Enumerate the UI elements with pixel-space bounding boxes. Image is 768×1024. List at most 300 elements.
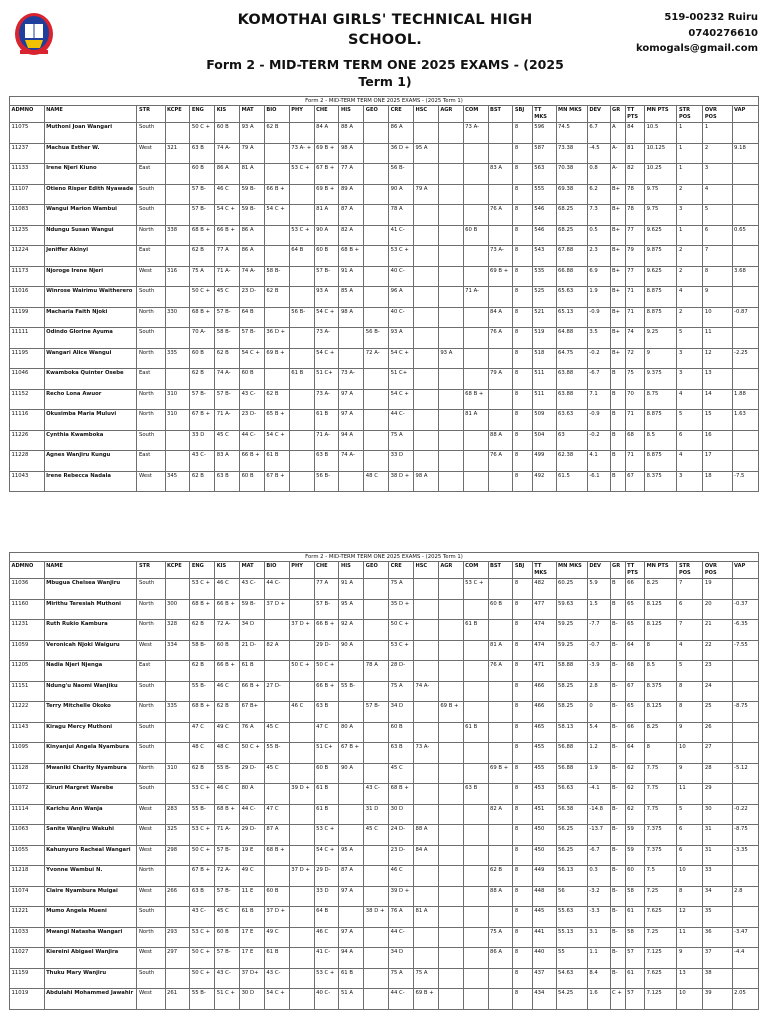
student-row — [10, 948, 759, 969]
table-cell — [463, 348, 488, 369]
table-cell — [438, 743, 463, 764]
column-header: AGR — [438, 562, 463, 579]
student-row — [10, 410, 759, 431]
table-cell: 90 A — [339, 640, 364, 661]
table-cell — [289, 123, 314, 144]
table-cell: 14 — [703, 389, 732, 410]
table-cell: 521 — [532, 307, 556, 328]
table-cell — [364, 763, 389, 784]
student-row — [10, 620, 759, 641]
table-cell: 9.75 — [645, 184, 677, 205]
table-cell — [264, 620, 289, 641]
table-cell: 7 — [703, 246, 732, 267]
table-cell: 2 — [703, 143, 732, 164]
table-cell — [364, 307, 389, 328]
student-name-cell: Mirithu Teresiah Muthoni — [44, 599, 137, 620]
table-cell — [165, 661, 190, 682]
table-cell — [364, 246, 389, 267]
table-cell: 72 — [625, 348, 644, 369]
column-header: BIO — [264, 562, 289, 579]
table-cell: 8 — [513, 184, 532, 205]
table-cell: 87 A — [339, 205, 364, 226]
table-cell: 21 D- — [240, 640, 265, 661]
table-cell: West — [137, 989, 165, 1010]
table-cell: 78 A — [364, 661, 389, 682]
table-cell: 57 B- — [240, 328, 265, 349]
table-cell: 53 C + — [389, 246, 414, 267]
table-cell: 8.875 — [645, 451, 677, 472]
table-cell: 56.38 — [556, 804, 587, 825]
table-cell: 64 — [625, 743, 644, 764]
table-cell: B — [610, 430, 625, 451]
table-cell — [438, 907, 463, 928]
table-cell: 8 — [513, 640, 532, 661]
table-cell: -3.9 — [587, 661, 610, 682]
table-cell — [438, 266, 463, 287]
table-cell: 40 C- — [389, 307, 414, 328]
table-cell — [463, 825, 488, 846]
table-cell — [438, 784, 463, 805]
table-cell: 4.1 — [587, 451, 610, 472]
table-cell: 64 B — [289, 246, 314, 267]
table-cell: B- — [610, 763, 625, 784]
table-cell: 66 B + — [240, 681, 265, 702]
table-cell: 68 — [625, 661, 644, 682]
table-cell — [364, 184, 389, 205]
table-cell: 59 B- — [240, 184, 265, 205]
table-cell — [165, 968, 190, 989]
table-cell — [289, 968, 314, 989]
table-cell: South — [137, 328, 165, 349]
table-cell: B — [610, 410, 625, 431]
report-header — [0, 0, 768, 96]
table-cell: 50 C + — [190, 287, 215, 308]
table-cell: 45 C — [264, 763, 289, 784]
table-cell: 11075 — [10, 123, 45, 144]
table-cell: 24 — [703, 681, 732, 702]
table-cell — [413, 205, 438, 226]
table-cell: 11027 — [10, 948, 45, 969]
table-cell — [438, 225, 463, 246]
table-cell — [165, 681, 190, 702]
table-cell: 7.75 — [645, 784, 677, 805]
table-cell: 57 B- — [215, 845, 240, 866]
table-cell: 74 A- — [339, 451, 364, 472]
table-cell: 9 — [645, 348, 677, 369]
table-cell: 68 B + — [339, 246, 364, 267]
table-cell: 79 A — [488, 369, 513, 390]
table-cell — [732, 164, 758, 185]
table-cell: 56.88 — [556, 743, 587, 764]
table-cell: 535 — [532, 266, 556, 287]
column-header: STR POS — [677, 562, 703, 579]
table-cell: 80 A — [339, 722, 364, 743]
table-cell: 76 A — [488, 205, 513, 226]
table-cell: 8 — [513, 599, 532, 620]
table-cell: 66.88 — [556, 266, 587, 287]
table-cell: 51 C+ — [389, 369, 414, 390]
table-cell: 7.3 — [587, 205, 610, 226]
column-header: OVR POS — [703, 562, 732, 579]
table-cell: 7.625 — [645, 907, 677, 928]
table-cell: 10.25 — [645, 164, 677, 185]
table-cell — [165, 907, 190, 928]
table-cell: 335 — [165, 348, 190, 369]
student-name-cell: Kiereini Abigael Wanjira — [44, 948, 137, 969]
table-cell — [289, 825, 314, 846]
table-cell: 84 A — [314, 123, 339, 144]
table-cell: 94 A — [339, 430, 364, 451]
table-cell: 91 A — [339, 266, 364, 287]
table-cell: 449 — [532, 866, 556, 887]
table-cell: 8.125 — [645, 620, 677, 641]
column-header: BST — [488, 106, 513, 123]
table-cell — [339, 471, 364, 492]
table-cell: 57 B- — [314, 266, 339, 287]
table-cell: 77 A — [215, 246, 240, 267]
table-cell: 75 A — [190, 266, 215, 287]
table-cell: 310 — [165, 389, 190, 410]
table-cell: 83 A — [488, 164, 513, 185]
title-block — [200, 10, 570, 90]
column-header: TT MKS — [532, 562, 556, 579]
table-cell: -5.12 — [732, 763, 758, 784]
table-cell — [165, 184, 190, 205]
table-cell — [463, 328, 488, 349]
table-cell: 74 — [625, 328, 644, 349]
table-cell: 310 — [165, 763, 190, 784]
table-cell: -6.35 — [732, 620, 758, 641]
table-cell: B- — [610, 640, 625, 661]
table-cell: 8 — [513, 369, 532, 390]
table-cell: 12 — [677, 907, 703, 928]
table-cell — [438, 968, 463, 989]
table-cell: 90 A — [314, 225, 339, 246]
table-cell: 465 — [532, 722, 556, 743]
table-cell: -4.4 — [732, 948, 758, 969]
table-cell — [289, 328, 314, 349]
table-cell: 62 B — [264, 287, 289, 308]
table-cell: South — [137, 184, 165, 205]
table-cell — [364, 389, 389, 410]
table-cell — [413, 348, 438, 369]
table-cell: -0.9 — [587, 410, 610, 431]
table-cell: 97 A — [339, 389, 364, 410]
table-cell: 75 — [625, 369, 644, 390]
table-cell: South — [137, 579, 165, 600]
table-cell: 29 — [703, 784, 732, 805]
table-cell: 91 A — [339, 579, 364, 600]
table-cell: 7.25 — [645, 927, 677, 948]
student-row — [10, 599, 759, 620]
table-cell — [488, 348, 513, 369]
table-cell — [264, 143, 289, 164]
table-cell: 55.63 — [556, 907, 587, 928]
table-cell: 68 B + — [215, 804, 240, 825]
table-cell: South — [137, 287, 165, 308]
table-cell: 73 A- — [413, 743, 438, 764]
table-cell — [165, 205, 190, 226]
table-cell: 51 A — [339, 989, 364, 1010]
student-name-cell: Machua Esther W. — [44, 143, 137, 164]
table-cell: 10 — [703, 307, 732, 328]
table-cell: 23 — [703, 661, 732, 682]
student-name-cell: Ruth Rukio Kambura — [44, 620, 137, 641]
table-cell: 2 — [677, 184, 703, 205]
table-cell: 11059 — [10, 640, 45, 661]
table-cell: 7.25 — [645, 886, 677, 907]
table-cell: 466 — [532, 681, 556, 702]
table-cell: East — [137, 246, 165, 267]
table-cell: 23 D- — [389, 845, 414, 866]
table-cell — [413, 722, 438, 743]
table-cell — [732, 451, 758, 472]
table-cell: 519 — [532, 328, 556, 349]
table-cell: 40 C- — [314, 989, 339, 1010]
table-cell — [364, 599, 389, 620]
table-cell: 51 C+ — [314, 743, 339, 764]
table-cell — [289, 389, 314, 410]
table-cell — [364, 164, 389, 185]
table-cell: B- — [610, 845, 625, 866]
column-header: BIO — [264, 106, 289, 123]
table-cell: 68 B + — [190, 599, 215, 620]
table-cell — [413, 763, 438, 784]
table-cell: A — [610, 123, 625, 144]
table-cell — [438, 661, 463, 682]
table-cell: 7.625 — [645, 968, 677, 989]
student-row — [10, 681, 759, 702]
table-cell — [463, 143, 488, 164]
table-cell: 46 C — [314, 927, 339, 948]
table-cell — [289, 205, 314, 226]
column-header: STR — [137, 562, 165, 579]
student-name-cell: Kiragu Mercy Muthoni — [44, 722, 137, 743]
table-cell: 77 A — [314, 579, 339, 600]
table-cell: 7.375 — [645, 825, 677, 846]
table-cell: 46 C — [389, 866, 414, 887]
table-cell: 51 C + — [215, 989, 240, 1010]
table-cell — [289, 579, 314, 600]
table-cell: 8 — [513, 307, 532, 328]
table-cell: 482 — [532, 579, 556, 600]
table-cell — [289, 184, 314, 205]
table-cell: 1 — [677, 123, 703, 144]
contact-block — [636, 10, 758, 57]
table-cell: 84 A — [488, 307, 513, 328]
table-cell: 30 D — [389, 804, 414, 825]
table-cell — [413, 307, 438, 328]
table-cell: B+ — [610, 266, 625, 287]
table-cell — [413, 225, 438, 246]
table-cell — [264, 784, 289, 805]
table-cell: 29 D- — [314, 866, 339, 887]
table-cell: 24 D- — [389, 825, 414, 846]
student-row — [10, 989, 759, 1010]
table-cell: 11016 — [10, 287, 45, 308]
table-cell: 60 B — [463, 225, 488, 246]
table-cell — [463, 266, 488, 287]
table-cell — [413, 640, 438, 661]
column-header: CRE — [389, 562, 414, 579]
table-cell — [289, 886, 314, 907]
table-cell: -0.87 — [732, 307, 758, 328]
table-cell: 34 — [703, 886, 732, 907]
school-crest-logo — [12, 10, 56, 58]
student-row — [10, 184, 759, 205]
table-cell: 9.75 — [645, 205, 677, 226]
table-cell: 6.7 — [587, 123, 610, 144]
student-row — [10, 328, 759, 349]
table-cell: 445 — [532, 907, 556, 928]
table-cell: 46 C — [289, 702, 314, 723]
table-cell: 1.9 — [587, 287, 610, 308]
table-cell: 3 — [677, 205, 703, 226]
table-cell: 8 — [703, 266, 732, 287]
table-cell: 69 B + — [488, 763, 513, 784]
student-row — [10, 784, 759, 805]
table-cell: 62 B — [488, 866, 513, 887]
table-cell: 66 B + — [215, 599, 240, 620]
table-cell: B- — [610, 620, 625, 641]
table-cell — [364, 225, 389, 246]
table-cell: 9.18 — [732, 143, 758, 164]
student-row — [10, 702, 759, 723]
table-cell: 7.125 — [645, 948, 677, 969]
table-cell: 73 A- — [488, 246, 513, 267]
table-cell: 67 B + — [314, 164, 339, 185]
table-cell — [364, 410, 389, 431]
table-cell — [364, 430, 389, 451]
table-cell: 10.5 — [645, 123, 677, 144]
table-cell: 68 B + — [190, 702, 215, 723]
table-cell: 69 B + — [438, 702, 463, 723]
table-cell — [732, 287, 758, 308]
table-cell: West — [137, 886, 165, 907]
table-cell: 66 B + — [314, 681, 339, 702]
table-cell: 69 B + — [314, 184, 339, 205]
table-cell: 9 — [703, 287, 732, 308]
table-cell: 10.125 — [645, 143, 677, 164]
table-cell — [289, 451, 314, 472]
table-cell: 11111 — [10, 328, 45, 349]
table-cell — [488, 287, 513, 308]
table-cell: 62 — [625, 784, 644, 805]
table-cell: 56 — [556, 886, 587, 907]
school-name: KOMOTHAI GIRLS' TECHNICAL HIGH SCHOOL. — [237, 12, 533, 48]
contact-phone: 0740276610 — [688, 27, 758, 39]
table-cell: -8.75 — [732, 702, 758, 723]
table-cell: West — [137, 143, 165, 164]
table-cell: 5.9 — [587, 579, 610, 600]
table-cell: 8 — [513, 579, 532, 600]
table-cell: 448 — [532, 886, 556, 907]
table-cell — [413, 164, 438, 185]
table-cell: 8 — [513, 989, 532, 1010]
table-cell: 71 A- — [314, 430, 339, 451]
table-cell: 63 B — [314, 702, 339, 723]
table-cell: 8.375 — [645, 681, 677, 702]
table-cell: -0.22 — [732, 804, 758, 825]
table-cell: 328 — [165, 620, 190, 641]
table-cell: 86 A — [488, 948, 513, 969]
student-row — [10, 287, 759, 308]
table-cell: 298 — [165, 845, 190, 866]
table-cell: 59 — [625, 845, 644, 866]
table-cell: 60 B — [314, 763, 339, 784]
table-cell: 8 — [513, 661, 532, 682]
column-header: AGR — [438, 106, 463, 123]
table-cell: 66 — [625, 722, 644, 743]
student-row — [10, 640, 759, 661]
table-cell: 67 B + — [190, 410, 215, 431]
table-cell: 37 D + — [264, 599, 289, 620]
table-cell: 71 — [625, 410, 644, 431]
table-cell: 39 D + — [289, 784, 314, 805]
column-header: CHE — [314, 106, 339, 123]
table-cell — [732, 968, 758, 989]
table-cell: 11226 — [10, 430, 45, 451]
table-cell: 8 — [513, 620, 532, 641]
table-cell: 49 C — [240, 866, 265, 887]
table-cell: 64 — [625, 640, 644, 661]
table-cell: West — [137, 825, 165, 846]
table-cell — [488, 225, 513, 246]
table-cell: 60 B — [190, 164, 215, 185]
table-cell: 8 — [513, 743, 532, 764]
table-cell: 8 — [513, 948, 532, 969]
table-cell: 46 C — [215, 184, 240, 205]
table-cell — [463, 205, 488, 226]
table-cell — [732, 866, 758, 887]
table-cell: 37 D + — [289, 620, 314, 641]
table-cell: 9.625 — [645, 266, 677, 287]
table-cell: 3 — [703, 164, 732, 185]
table-cell: 21 — [703, 620, 732, 641]
table-cell: 1.5 — [587, 599, 610, 620]
column-header: KIS — [215, 562, 240, 579]
table-cell: 60 B — [190, 348, 215, 369]
student-row — [10, 825, 759, 846]
table-cell: West — [137, 804, 165, 825]
table-cell — [165, 328, 190, 349]
table-cell: 36 D + — [389, 143, 414, 164]
table-cell — [463, 989, 488, 1010]
table-cell: 338 — [165, 225, 190, 246]
student-name-cell: Nadia Njeri Njenga — [44, 661, 137, 682]
student-name-cell: Wangari Alice Wangui — [44, 348, 137, 369]
table-cell: 96 A — [389, 287, 414, 308]
table-cell: 62 B — [190, 471, 215, 492]
table-cell: 83 A — [215, 451, 240, 472]
table-cell: 82 A — [488, 804, 513, 825]
table-cell: 41 C- — [314, 948, 339, 969]
table-cell — [463, 164, 488, 185]
table-cell: 11 E — [240, 886, 265, 907]
student-name-cell: Kwamboka Quinter Osebe — [44, 369, 137, 390]
table-cell: 0.3 — [587, 866, 610, 887]
table-cell: 54 C + — [314, 348, 339, 369]
table-cell — [438, 927, 463, 948]
table-cell: 8 — [677, 702, 703, 723]
table-cell: West — [137, 640, 165, 661]
column-header: CHE — [314, 562, 339, 579]
table-cell: 46 C — [215, 784, 240, 805]
table-cell — [438, 845, 463, 866]
table-cell — [463, 451, 488, 472]
table-cell: 60 B — [264, 886, 289, 907]
table-cell: 73 A- — [463, 123, 488, 144]
